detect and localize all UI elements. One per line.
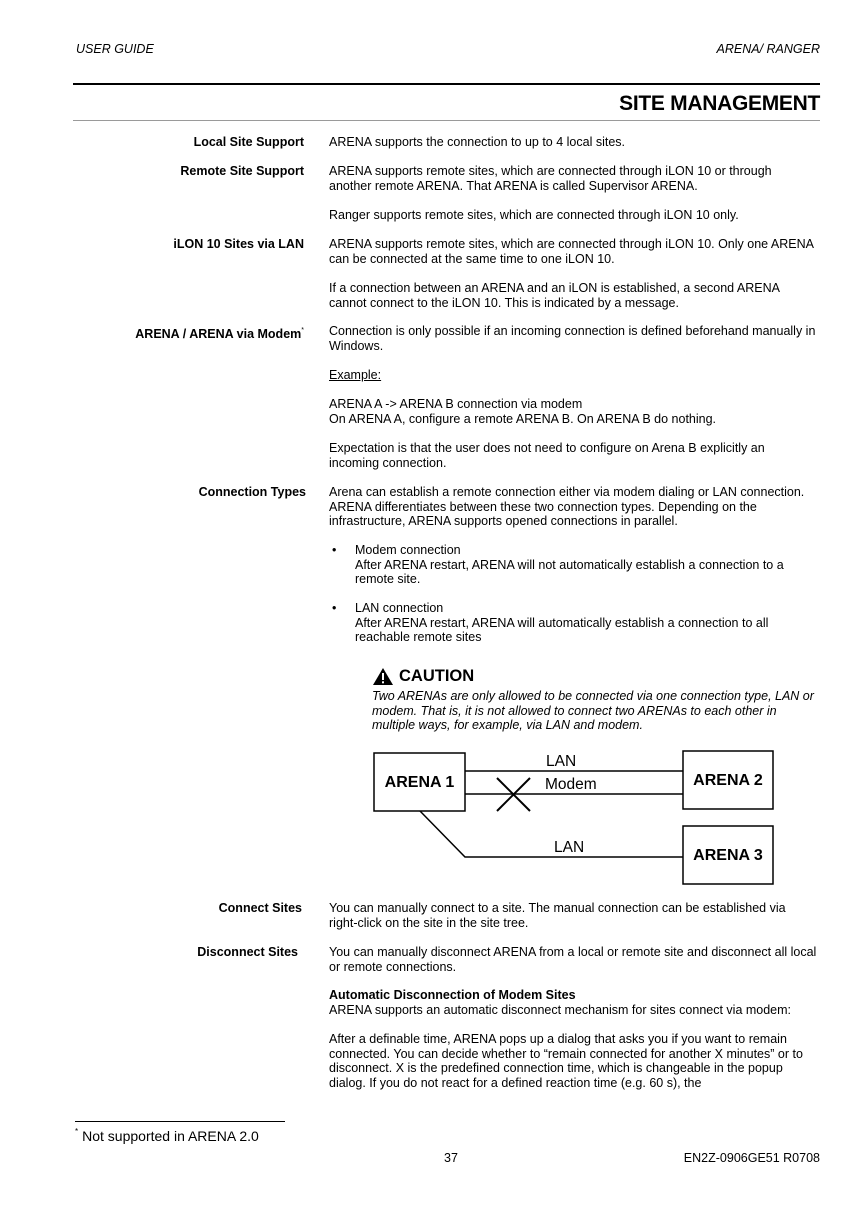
bullet-text-1: After ARENA restart, ARENA will not automatically establish a connection to a remote site. — [355, 557, 784, 587]
document-number: EN2Z-0906GE51 R0708 — [683, 1151, 820, 1165]
disconnect-sites-text-1: You can manually disconnect ARENA from a local or remote site and disconnect all local or remote connections. — [329, 945, 817, 974]
label-arena-modem-text: ARENA / ARENA via Modem — [135, 327, 302, 341]
label-local-site-support: Local Site Support — [193, 135, 304, 149]
footnote-mark: * — [75, 1127, 79, 1136]
bullet-text-2: After ARENA restart, ARENA will automatically establish a connection to all reachable remote sites — [355, 615, 769, 645]
auto-disconnect-text: ARENA supports an automatic disconnect mechanism for sites connect via modem: — [329, 1002, 792, 1017]
header-right: ARENA/ RANGER — [716, 42, 820, 56]
footnote-marker: * — [301, 327, 304, 334]
label-connect-sites: Connect Sites — [218, 901, 302, 915]
footnote-rule — [75, 1121, 285, 1122]
bullet-item-1 — [355, 543, 817, 587]
arena-modem-text-1: Connection is only possible if an incoming connection is defined beforehand manually in Windows. — [329, 324, 816, 353]
caution-text: Two ARENAs are only allowed to be connected via one connection type, LAN or modem. That is, it is not allowed to connect two ARENAs to each other in multiple ways, for example, via LAN and modem. — [372, 689, 814, 733]
local-site-support-text: ARENA supports the connection to up to 4 local sites. — [329, 135, 626, 149]
remote-site-support-text-2: Ranger supports remote sites, which are connected through iLON 10 only. — [329, 208, 739, 222]
arena-2-label: ARENA 2 — [693, 772, 763, 789]
connect-sites-text: You can manually connect to a site. The manual connection can be established via right-click on the site in the site tree. — [329, 901, 786, 930]
lan-top-label: LAN — [546, 753, 577, 770]
remote-site-support-text-1: ARENA supports remote sites, which are connected through iLON 10 or through another remote ARENA. That ARENA is called Supervisor ARENA. — [329, 164, 772, 193]
connection-types-text: Arena can establish a remote connection either via modem dialing or LAN connection. ARENA differentiates between these two connection types. Depending on the infrastructure, ARENA supports opened connections in parallel. — [329, 485, 805, 529]
label-remote-site-support: Remote Site Support — [180, 164, 304, 178]
footnote-text: Not supported in ARENA 2.0 — [82, 1128, 259, 1144]
page-title: SITE MANAGEMENT — [619, 92, 820, 115]
connection-diagram — [370, 748, 780, 888]
arena-modem-text-2: Expectation is that the user does not need to configure on Arena B explicitly an incoming connection. — [329, 441, 765, 470]
label-ilon-sites: iLON 10 Sites via LAN — [173, 237, 304, 251]
lan-line-bottom — [420, 811, 683, 857]
caution-heading — [372, 667, 474, 686]
arena-1-label: ARENA 1 — [384, 774, 455, 791]
arena-modem-example-line-2: On ARENA A, configure a remote ARENA B. On ARENA B do nothing. — [329, 411, 717, 426]
modem-label: Modem — [545, 776, 597, 793]
title-rule — [73, 120, 820, 121]
page-number: 37 — [444, 1151, 458, 1165]
warning-triangle-icon — [372, 667, 394, 686]
label-arena-modem — [0, 324, 304, 342]
auto-disconnect-heading: Automatic Disconnection of Modem Sites — [329, 988, 576, 1002]
label-connection-types: Connection Types — [198, 485, 306, 499]
bullet-title-2: LAN connection — [355, 601, 444, 615]
caution-heading-text: CAUTION — [399, 667, 475, 685]
label-disconnect-sites: Disconnect Sites — [197, 945, 298, 959]
bullet-item-2 — [355, 601, 817, 645]
example-label: Example: — [329, 368, 382, 382]
lan-bottom-label: LAN — [554, 839, 585, 856]
disconnect-sites-text-2: After a definable time, ARENA pops up a dialog that asks you if you want to remain connected. You can decide whether to “remain connected for another X minutes” or to disconnect. X is the predefined connection time, which is changeable in the popup dialog. If you do not react for a defined reaction time (e.g. 60 s), the — [329, 1032, 803, 1090]
bullet-title-1: Modem connection — [355, 543, 461, 557]
footnote — [75, 1127, 259, 1144]
arena-modem-example-line-1: ARENA A -> ARENA B connection via modem — [329, 397, 583, 411]
disconnect-sites-subsection — [329, 988, 817, 1017]
ilon-sites-text-2: If a connection between an ARENA and an iLON is established, a second ARENA cannot connect to the iLON 10. This is indicated by a message. — [329, 281, 780, 310]
bullet-dot-1: • — [332, 543, 337, 557]
bullet-dot-2: • — [332, 601, 337, 615]
header-left: USER GUIDE — [76, 42, 154, 56]
arena-3-label: ARENA 3 — [693, 847, 763, 864]
ilon-sites-text-1: ARENA supports remote sites, which are connected through iLON 10. Only one ARENA can be connected at the same time to one iLON 10. — [329, 237, 814, 266]
header-rule — [73, 83, 820, 85]
arena-modem-example-label — [329, 368, 817, 383]
